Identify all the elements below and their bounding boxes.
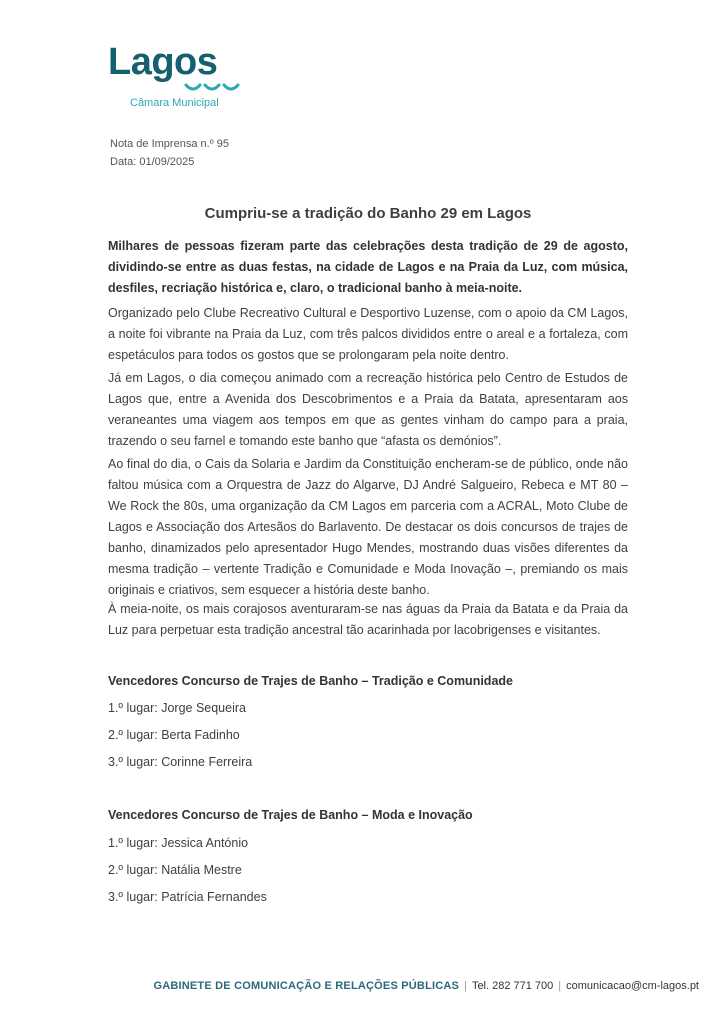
logo-wordmark: Lagos bbox=[108, 41, 218, 83]
body-paragraph: Organizado pelo Clube Recreativo Cultural e Desportivo Luzense, com o apoio da CM Lagos, a noite foi vibrante na Praia da Luz, com três palcos divididos entre o areal e a fortaleza, com espetáculos para todos os gostos que se prolongaram pela noite dentro. bbox=[108, 306, 628, 362]
winner-item: 3.º lugar: Patrícia Fernandes bbox=[108, 890, 267, 904]
page-footer bbox=[153, 978, 699, 994]
contest-heading-tradition: Vencedores Concurso de Trajes de Banho – Tradição e Comunidade bbox=[108, 674, 513, 688]
footer-separator: | bbox=[558, 980, 562, 992]
body-paragraph: Já em Lagos, o dia começou animado com a recreação histórica pelo Centro de Estudos de Lagos que, entre a Avenida dos Descobrimentos e a Praia da Batata, apresentaram aos veraneantes uma viagem aos tempos em que as gentes vinham do campo para a praia, trazendo o seu farnel e tomando este banho que “afasta os demónios”. bbox=[108, 371, 628, 448]
footer-phone: Tel. 282 771 700 bbox=[471, 980, 554, 992]
contest-heading-fashion: Vencedores Concurso de Trajes de Banho – Moda e Inovação bbox=[108, 808, 473, 822]
press-note-date: Data: 01/09/2025 bbox=[110, 156, 195, 168]
winner-item: 2.º lugar: Natália Mestre bbox=[108, 863, 242, 877]
footer-email: comunicacao@cm-lagos.pt bbox=[566, 980, 699, 992]
body-paragraph: Ao final do dia, o Cais da Solaria e Jardim da Constituição encheram-se de público, onde não faltou música com a Orquestra de Jazz do Algarve, DJ André Salgueiro, Rebeca e MT 80 – We Rock the 80s, uma organização da CM Lagos em parceria com a ACRAL, Moto Clube de Lagos e Associação dos Artesãos do Barlavento. De destacar os dois concursos de trajes de banho, dinamizados pelo apresentador Hugo Mendes, mostrando duas visões diferentes da mesma tradição – vertente Tradição e Comunidade e Moda Inovação –, premiando os mais originais e criativos, sem esquecer a história deste banho. bbox=[108, 457, 628, 597]
winner-item: 2.º lugar: Berta Fadinho bbox=[108, 728, 240, 742]
body-paragraph: À meia-noite, os mais corajosos aventuraram-se nas águas da Praia da Batata e da Praia da Luz para perpetuar esta tradição ancestral tão acarinhada por lacobrigenses e visitantes. bbox=[108, 602, 628, 637]
footer-separator: | bbox=[464, 980, 467, 992]
winner-item: 3.º lugar: Corinne Ferreira bbox=[108, 755, 253, 769]
winner-item: 1.º lugar: Jessica António bbox=[108, 836, 249, 850]
lead-paragraph: Milhares de pessoas fizeram parte das celebrações desta tradição de 29 de agosto, dividindo-se entre as duas festas, na cidade de Lagos e na Praia da Luz, com música, desfiles, recriação histórica e, claro, o tradicional banho à meia-noite. bbox=[108, 239, 628, 295]
logo-waves-icon bbox=[184, 82, 242, 94]
page-title: Cumpriu-se a tradição do Banho 29 em Lagos bbox=[204, 205, 532, 222]
winner-item: 1.º lugar: Jorge Sequeira bbox=[108, 701, 246, 715]
logo-subtitle: Câmara Municipal bbox=[130, 97, 219, 109]
press-note-number: Nota de Imprensa n.º 95 bbox=[110, 138, 229, 150]
footer-department: GABINETE DE COMUNICAÇÃO E RELAÇÕES PÚBLICAS bbox=[153, 980, 460, 992]
cm-lagos-logo bbox=[108, 40, 248, 112]
